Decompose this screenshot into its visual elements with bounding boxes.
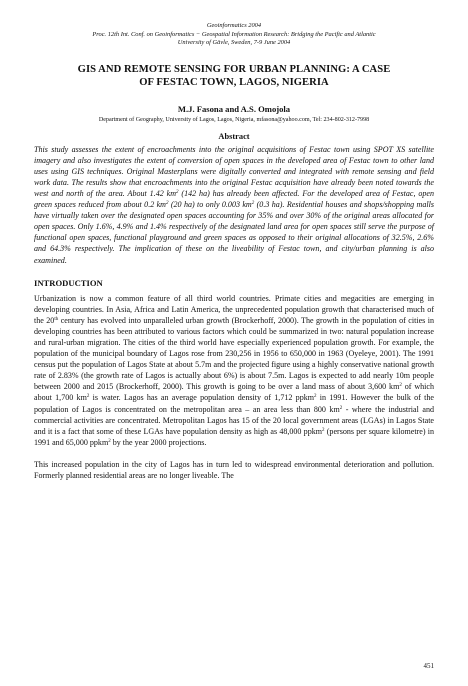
abstract-text: This study assesses the extent of encroachments into the original acquisitions of Festac town using SPOT XS satellite imagery and also investigates the extent of conversion of open spaces in the developed area of Festac town to other land uses using GIS techniques. Original Masterplans were digitally converted and integrated with remote sensing and field work data. The results show that encroachments into the original Festac acquisition have already been noted towards the west and north of the area. About 1.42 $km^2$ (142 ha) has already been affected. For the developed area of Festac, open green spaces reduced from about 0.2 $km^2$ (20 ha) to only 0.003 $km^2$ (0.3 ha). Residential houses and shops/shopping malls have virtually taken over the designated open spaces accounting for 35% and over 30% of the original areas allocated for open spaces. Only 1.6%, 4.9% and 1.4% respectively of the designated land area for open spaces still serve the purpose of functional open spaces, functional playground and green spaces as opposed to their original allocations of 32.5%, 2.6% and 64.3% respectively. The implication of these on the liveability of Festac town, and city/urban planning is also examined. bbox=[34, 144, 434, 265]
abstract-heading: Abstract bbox=[218, 131, 250, 141]
section-heading-introduction: INTRODUCTION bbox=[34, 277, 103, 288]
header-line-1: Geoinformatics 2004 bbox=[206, 22, 262, 29]
title-line-1: GIS AND REMOTE SENSING FOR URBAN PLANNING: A CASE bbox=[77, 63, 391, 75]
paper-title bbox=[34, 63, 434, 90]
intro-paragraph-1: Urbanization is now a common feature of all third world countries. Primate cities and megacities are emerging in developing countries. In Asia, Africa and Latin America, the unprecedented population growth that characterised much of the 20th century has evolved into unparalleled urban growth (Brockerhoff, 2000). The growth in the population of cities in developing countries has been attributed to various factors which could be summarized in two: natural population increase and rural-urban migration. The cities of the third world have especially experienced population growth. For example, the population of the municipal boundary of Lagos rose from 230,256 in 1956 to 650,000 in 1963 (Oyeleye, 2001). The 1991 census put the population of Lagos State at about 5.7m and the projected figure using a highly conservative national growth rate of 2.83% (the growth rate of Lagos is actually about 6%) is about 7.5m. Lagos is expected to add nearly 10m people between 2000 and 2015 (Brockerhoff, 2000). This growth is going to be over a land mass of about 3,600 $km^2$ of which about 1,700 $km^2$ is water. Lagos has an average population density of 1,712 ppkm$^2$ in 1991. However the bulk of the population of Lagos is concentrated on the metropolitan area – an area less than 800 $km^2$ - where the industrial and commercial activities are concentrated. Metropolitan Lagos has 15 of the 20 local government areas (LGAs) in Lagos State and it is a fact that some of these LGAs have population density as high as 48,000 ppkm$^2$ (persons per square kilometre) in 1991 and 65,000 ppkm$^2$ by the year 2000 projections. bbox=[34, 293, 435, 447]
header-line-3: University of Gävle, Sweden, 7-9 June 2004 bbox=[177, 39, 291, 47]
header-line-2: Proc. 12th Int. Conf. on Geoinformatics − Geospatial Information Research: Bridging the Pacific and Atlantic bbox=[92, 30, 376, 38]
authors: M.J. Fasona and A.S. Omojola bbox=[177, 103, 291, 114]
title-line-2: OF FESTAC TOWN, LAGOS, NIGERIA bbox=[139, 77, 329, 89]
page-number: 451 bbox=[423, 662, 434, 670]
affiliation: Department of Geography, University of Lagos, Lagos, Nigeria, mfasona@yahoo.com, Tel: 234-802-312-7998 bbox=[98, 116, 370, 123]
intro-paragraph-2: This increased population in the city of Lagos has in turn led to widespread environmental deterioration and pollution. Formerly planned residential areas are no longer liveable. The bbox=[34, 459, 434, 481]
conference-header bbox=[34, 22, 434, 48]
